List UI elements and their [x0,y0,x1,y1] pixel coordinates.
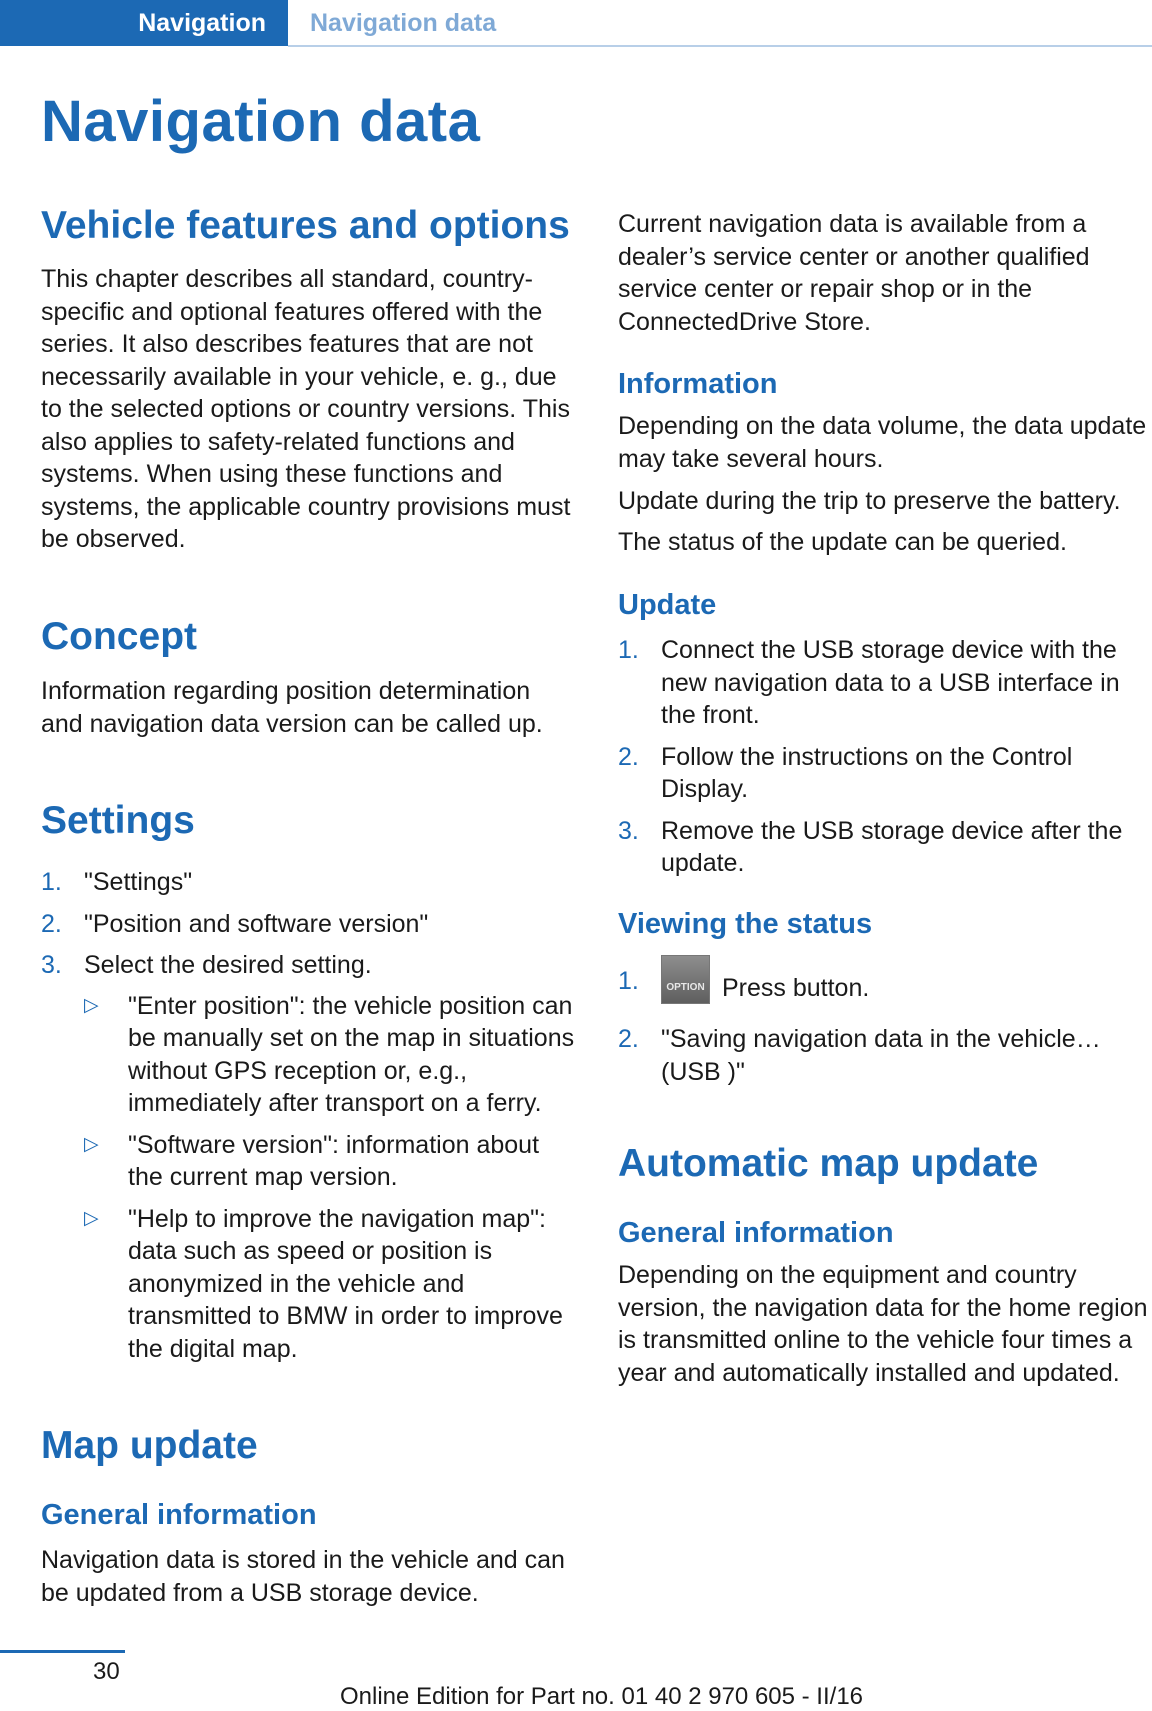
list-item [618,965,1152,1014]
triangle-bullet-icon: ▷ [84,1207,99,1229]
auto-update-text: Depending on the equipment and country version, the navigation data for the home region is transmitted online to the vehicle four times a year and automatically installed and updated. [618,1261,1148,1387]
triangle-bullet-icon: ▷ [84,994,99,1016]
triangle-bullet-icon: ▷ [84,1133,99,1155]
list-item [84,1129,576,1194]
information-text-1: Depending on the data volume, the data update may take several hours. [618,412,1147,473]
list-item [84,990,576,1120]
header-divider [288,45,1152,47]
information-text-3: The status of the update can be queried. [618,528,1067,556]
information-heading: Information [618,368,778,400]
vehicle-features-heading: Vehicle features and options [41,204,570,247]
step-text: "Position and software version" [84,909,429,938]
concept-text: Information regarding position determination and navigation data version can be called up. [41,677,543,738]
settings-heading: Settings [41,799,195,842]
step-text: Connect the USB storage device with the new navigation data to a USB interface in the front. [661,636,1120,729]
map-update-text: Navigation data is stored in the vehicle and can be updated from a USB storage device. [41,1546,565,1607]
footer-edition: Online Edition for Part no. 01 40 2 970 605 - II/16 [340,1683,864,1710]
list-item [618,634,1152,732]
step-text: "Saving navigation data in the vehicle… (USB )" [661,1025,1101,1086]
map-update-heading: Map update [41,1424,258,1467]
list-item [41,908,576,941]
page-number: 30 [93,1658,120,1685]
step-number: 2. [41,909,62,938]
step-number: 3. [618,816,639,845]
auto-update-subheading: General information [618,1217,894,1249]
step-number: 2. [618,742,639,771]
step-text: Press button. [722,974,870,1003]
list-item [41,949,576,1365]
option-button-icon [661,955,710,1004]
update-steps [618,634,1152,889]
tab-navigation-data[interactable]: Navigation data [310,8,497,37]
list-item [84,1203,576,1366]
option-text: "Enter position": the vehicle position can be manually set on the map in situations without GPS reception or, e.g., immediately after transport on a ferry. [128,991,575,1117]
step-number: 1. [41,868,62,896]
step-number: 3. [41,951,62,979]
list-item [618,1023,1152,1088]
step-text: Select the desired setting. [84,951,372,979]
step-number: 1. [618,967,639,995]
list-item [618,741,1152,806]
step-number: 1. [618,636,639,664]
settings-options [84,990,576,1366]
step-text: Follow the instructions on the Control Display. [661,742,1073,803]
list-item [618,815,1152,880]
vehicle-features-text: This chapter describes all standard, country-specific and optional features offered with the series. It also describes features that are not necessarily available in your vehicle, e. g., due to the selected options or country versions. This also applies to safety-related functions and systems. When using these functions and systems, the applicable country provisions must be observed. [41,265,571,553]
header-tabs [0,0,1152,48]
information-text-2: Update during the trip to preserve the battery. [618,487,1121,515]
step-number: 2. [618,1025,639,1053]
concept-heading: Concept [41,615,197,658]
tab-navigation[interactable]: Navigation [0,0,288,46]
list-item [41,866,576,899]
step-text: Remove the USB storage device after the update. [661,816,1123,877]
update-heading: Update [618,589,717,621]
page-title: Navigation data [41,89,481,154]
intro-text: Current navigation data is available from a dealer’s service center or another qualified service center or repair shop or in the ConnectedDrive Store. [618,210,1090,336]
step-text: "Settings" [84,868,193,896]
settings-steps [41,866,576,1374]
footer-divider [0,1650,125,1653]
option-text: "Help to improve the navigation map": data such as speed or position is anonymized in the vehicle and transmitted to BMW in order to improve the digital map. [128,1204,563,1363]
option-button-label: OPTION [666,982,705,993]
viewing-status-steps [618,965,1152,1097]
map-update-subheading: General information [41,1499,317,1531]
viewing-status-heading: Viewing the status [618,908,873,940]
option-text: "Software version": information about the current map version. [128,1130,540,1191]
auto-update-heading: Automatic map update [618,1142,1039,1185]
